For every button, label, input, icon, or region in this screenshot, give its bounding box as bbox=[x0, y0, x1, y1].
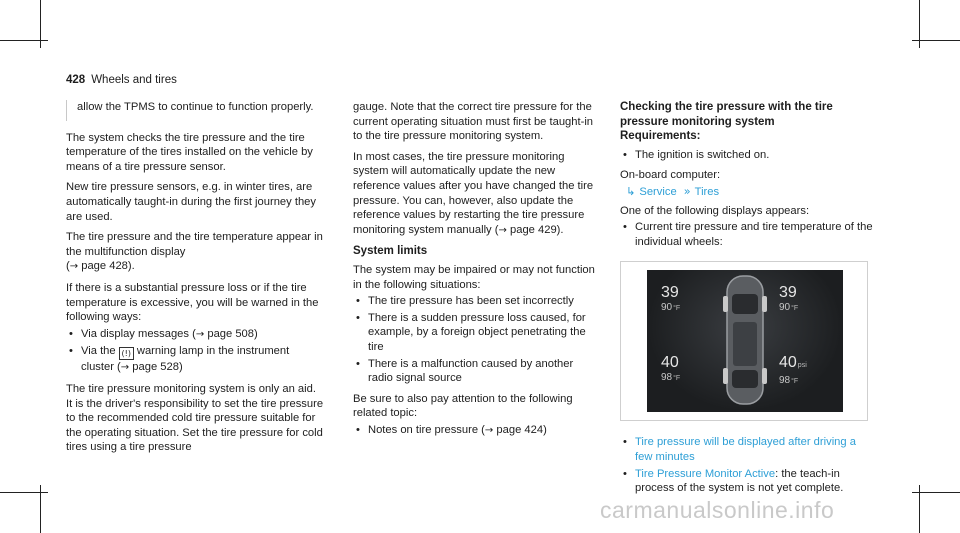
paragraph: The tire pressure and the tire temperature appear in the multifunction display (→ page 428). bbox=[66, 231, 323, 273]
list-item: • Via display messages (→ page 508) bbox=[66, 327, 324, 343]
arrow-icon: → bbox=[120, 362, 130, 374]
paragraph: One of the following displays appears: bbox=[620, 204, 810, 217]
page-title: Wheels and tires bbox=[91, 74, 177, 86]
limits-list bbox=[353, 294, 599, 386]
column-2 bbox=[353, 100, 599, 444]
paragraph: If there is a substantial pressure loss or if the tire temperature is excessive, you will be warned in the following ways: bbox=[66, 281, 319, 324]
arrow-icon: → bbox=[69, 261, 79, 273]
rear-left-tire: 40 98°F bbox=[661, 354, 681, 384]
paragraph: The system may be impaired or may not function in the following situations: bbox=[353, 263, 595, 291]
list-item: • Notes on tire pressure (→ page 424) bbox=[353, 423, 599, 439]
tire-pressure-figure bbox=[620, 261, 868, 421]
page-number: 428 bbox=[66, 74, 86, 86]
section-heading: Checking the tire pressure with the tire pressure monitoring system bbox=[620, 101, 833, 128]
list-item: • Via the (!) warning lamp in the instrument cluster (→ page 528) bbox=[66, 344, 324, 376]
arrow-icon: → bbox=[195, 328, 205, 340]
crop-mark bbox=[912, 492, 960, 493]
paragraph: In most cases, the tire pressure monitoring system will automatically update the new reference values after you have changed the tire pressure. You can, however, also update the reference values by restarting the tire pressure monitoring system manually (→ page 429). bbox=[353, 150, 594, 236]
note-box bbox=[66, 100, 324, 121]
crop-mark bbox=[912, 40, 960, 41]
crop-mark bbox=[0, 40, 48, 41]
menu-path bbox=[626, 185, 874, 200]
list-item: • Current tire pressure and tire temperature of the individual wheels: bbox=[620, 220, 874, 249]
note-text: allow the TPMS to continue to function properly. bbox=[77, 101, 314, 113]
instrument-display bbox=[647, 270, 843, 412]
list-item: • Tire Pressure Monitor Active: the teach-in process of the system is not yet complete. bbox=[620, 467, 874, 496]
paragraph: gauge. Note that the correct tire pressure for the current operating situation must first be taught-in to the tire pressure monitoring system. bbox=[353, 101, 594, 143]
page-header bbox=[66, 73, 177, 88]
list-item: • There is a sudden pressure loss caused, for example, by a foreign object penetrating the tire bbox=[353, 311, 599, 355]
display-message-link[interactable]: Tire pressure will be displayed after driving a few minutes bbox=[635, 436, 856, 463]
tire-pressure-value: 39 bbox=[661, 284, 679, 302]
paragraph: On-board computer: bbox=[620, 169, 721, 182]
menu-arrow-icon: ↳ bbox=[626, 184, 636, 198]
page-reference-link[interactable]: page 429). bbox=[510, 223, 564, 236]
list-item: • The ignition is switched on. bbox=[620, 148, 874, 163]
page-reference-link[interactable]: page 424) bbox=[496, 423, 547, 436]
rear-right-tire: 40psi 98°F bbox=[779, 354, 807, 387]
related-list bbox=[353, 423, 599, 439]
paragraph: Be sure to also pay attention to the following related topic: bbox=[353, 392, 573, 420]
menu-item-tires[interactable]: Tires bbox=[694, 185, 720, 198]
tire-pressure-value: 40 bbox=[661, 354, 679, 372]
section-heading: System limits bbox=[353, 245, 428, 258]
menu-item-service[interactable]: Service bbox=[639, 185, 677, 198]
front-right-tire: 39 90°F bbox=[779, 284, 799, 314]
column-1 bbox=[66, 100, 324, 461]
message-list bbox=[620, 435, 874, 495]
tire-temp-value: 90 bbox=[661, 302, 673, 314]
page-reference-link[interactable]: page 428). bbox=[81, 260, 135, 273]
tire-temp-value: 90 bbox=[779, 302, 791, 314]
watermark: carmanualsonline.info bbox=[600, 497, 835, 523]
chevron-right-icon: » bbox=[683, 184, 691, 198]
tire-pressure-warning-icon: (!) bbox=[119, 347, 134, 360]
paragraph: New tire pressure sensors, e.g. in winter tires, are automatically taught-in during the first journey they are used. bbox=[66, 181, 316, 223]
tire-pressure-value: 39 bbox=[779, 284, 797, 302]
column-3 bbox=[620, 100, 874, 502]
warning-list bbox=[66, 327, 324, 376]
list-item: • The tire pressure has been set incorrectly bbox=[353, 294, 599, 309]
pressure-unit: psi bbox=[797, 362, 807, 370]
displays-list bbox=[620, 220, 874, 249]
list-item: • There is a malfunction caused by another radio signal source bbox=[353, 357, 599, 386]
arrow-icon: → bbox=[484, 424, 494, 436]
requirements-heading: Requirements: bbox=[620, 130, 701, 143]
requirements-list bbox=[620, 148, 874, 163]
arrow-icon: → bbox=[498, 224, 507, 236]
display-message-link[interactable]: Tire Pressure Monitor Active bbox=[635, 467, 776, 480]
page-reference-link[interactable]: page 528) bbox=[132, 361, 183, 374]
page-reference-link[interactable]: page 508) bbox=[207, 327, 258, 340]
list-item bbox=[620, 435, 874, 464]
paragraph: The system checks the tire pressure and the tire temperature of the tires installed on the vehicle by means of a tire pressure sensor. bbox=[66, 131, 313, 173]
front-left-tire: 39 90°F bbox=[661, 284, 681, 314]
paragraph: The tire pressure monitoring system is only an aid. It is the driver's responsibility to set the tire pressure to the recommended cold tire pressure suitable for the operating situation. Set the tire pressure for cold tires using a tire pressure bbox=[66, 382, 324, 454]
crop-mark bbox=[0, 492, 48, 493]
tire-temp-value: 98 bbox=[779, 375, 791, 387]
tire-temp-value: 98 bbox=[661, 372, 673, 384]
tire-pressure-value: 40 bbox=[779, 354, 797, 372]
